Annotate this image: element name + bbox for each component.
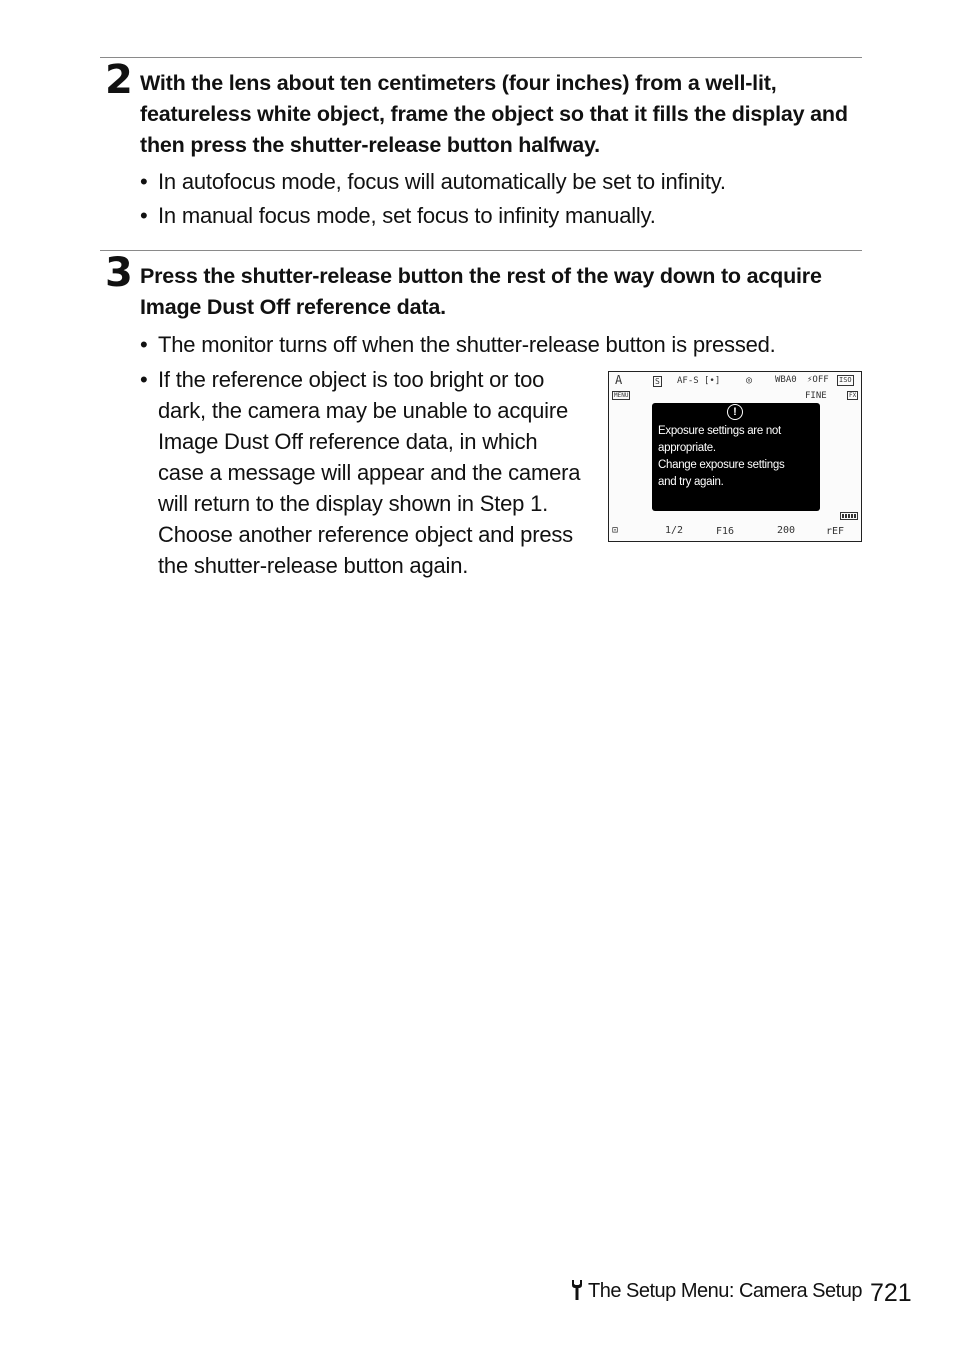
page-number: 721 xyxy=(870,1279,912,1307)
step-instruction: With the lens about ten centimeters (four inches) from a well-lit, featureless white object, frame the object so that it fills the display and then press the shutter-release button halfway. xyxy=(140,71,848,157)
iso-value-indicator: 200 xyxy=(777,525,796,536)
mode-indicator: A xyxy=(615,373,623,387)
page-footer-section xyxy=(570,1279,862,1303)
warning-icon: ! xyxy=(727,404,743,420)
focus-mode-indicator: AF-S xyxy=(677,376,699,386)
release-mode-indicator: S xyxy=(655,377,660,386)
message-line: Exposure settings are not xyxy=(658,425,781,437)
step-number: 3 xyxy=(105,250,133,296)
vr-icon: ◎ xyxy=(746,375,753,386)
ref-indicator: rEF xyxy=(826,526,845,537)
bullet-item: • In manual focus mode, set focus to infinity manually. xyxy=(140,200,862,231)
bullet-icon: • xyxy=(140,203,148,228)
step-2 xyxy=(100,57,862,248)
error-message-dialog xyxy=(652,403,820,511)
camera-monitor-illustration xyxy=(608,371,862,542)
image-quality-indicator: FINE xyxy=(805,391,827,401)
white-balance-indicator: WBA0 xyxy=(775,375,797,385)
image-area-indicator: FX xyxy=(849,392,857,399)
shutter-speed-indicator: 1/2 xyxy=(665,525,684,536)
section-title: The Setup Menu: Camera Setup xyxy=(588,1280,862,1302)
step-number: 2 xyxy=(105,57,133,103)
bullet-icon: • xyxy=(140,169,148,194)
flash-indicator: ⚡OFF xyxy=(807,375,829,385)
menu-indicator: MENU xyxy=(614,392,629,399)
step-instruction: Press the shutter-release button the rest of the way down to acquire Image Dust Off reference data. xyxy=(140,264,822,319)
bullet-item: • If the reference object is too bright or too dark, the camera may be unable to acquire Image Dust Off reference data, in which case a message will appear and the camera will return to the display shown in Step 1. Choose another reference object and press the shutter-release button again. xyxy=(140,364,585,581)
bullet-icon: • xyxy=(140,332,148,357)
bullet-icon: • xyxy=(140,367,148,392)
message-line: appropriate. xyxy=(658,442,716,454)
battery-icon xyxy=(840,512,858,520)
aperture-indicator: F16 xyxy=(716,526,735,537)
setup-wrench-icon xyxy=(570,1279,584,1303)
bullet-item: • The monitor turns off when the shutter-release button is pressed. xyxy=(140,329,862,360)
bullet-item: • In autofocus mode, focus will automatically be set to infinity. xyxy=(140,166,862,197)
metering-icon: ⊡ xyxy=(612,525,619,536)
message-line: Change exposure settings xyxy=(658,459,785,471)
iso-indicator: ISO xyxy=(839,376,852,384)
af-area-indicator: [•] xyxy=(704,376,721,386)
message-line: and try again. xyxy=(658,476,724,488)
